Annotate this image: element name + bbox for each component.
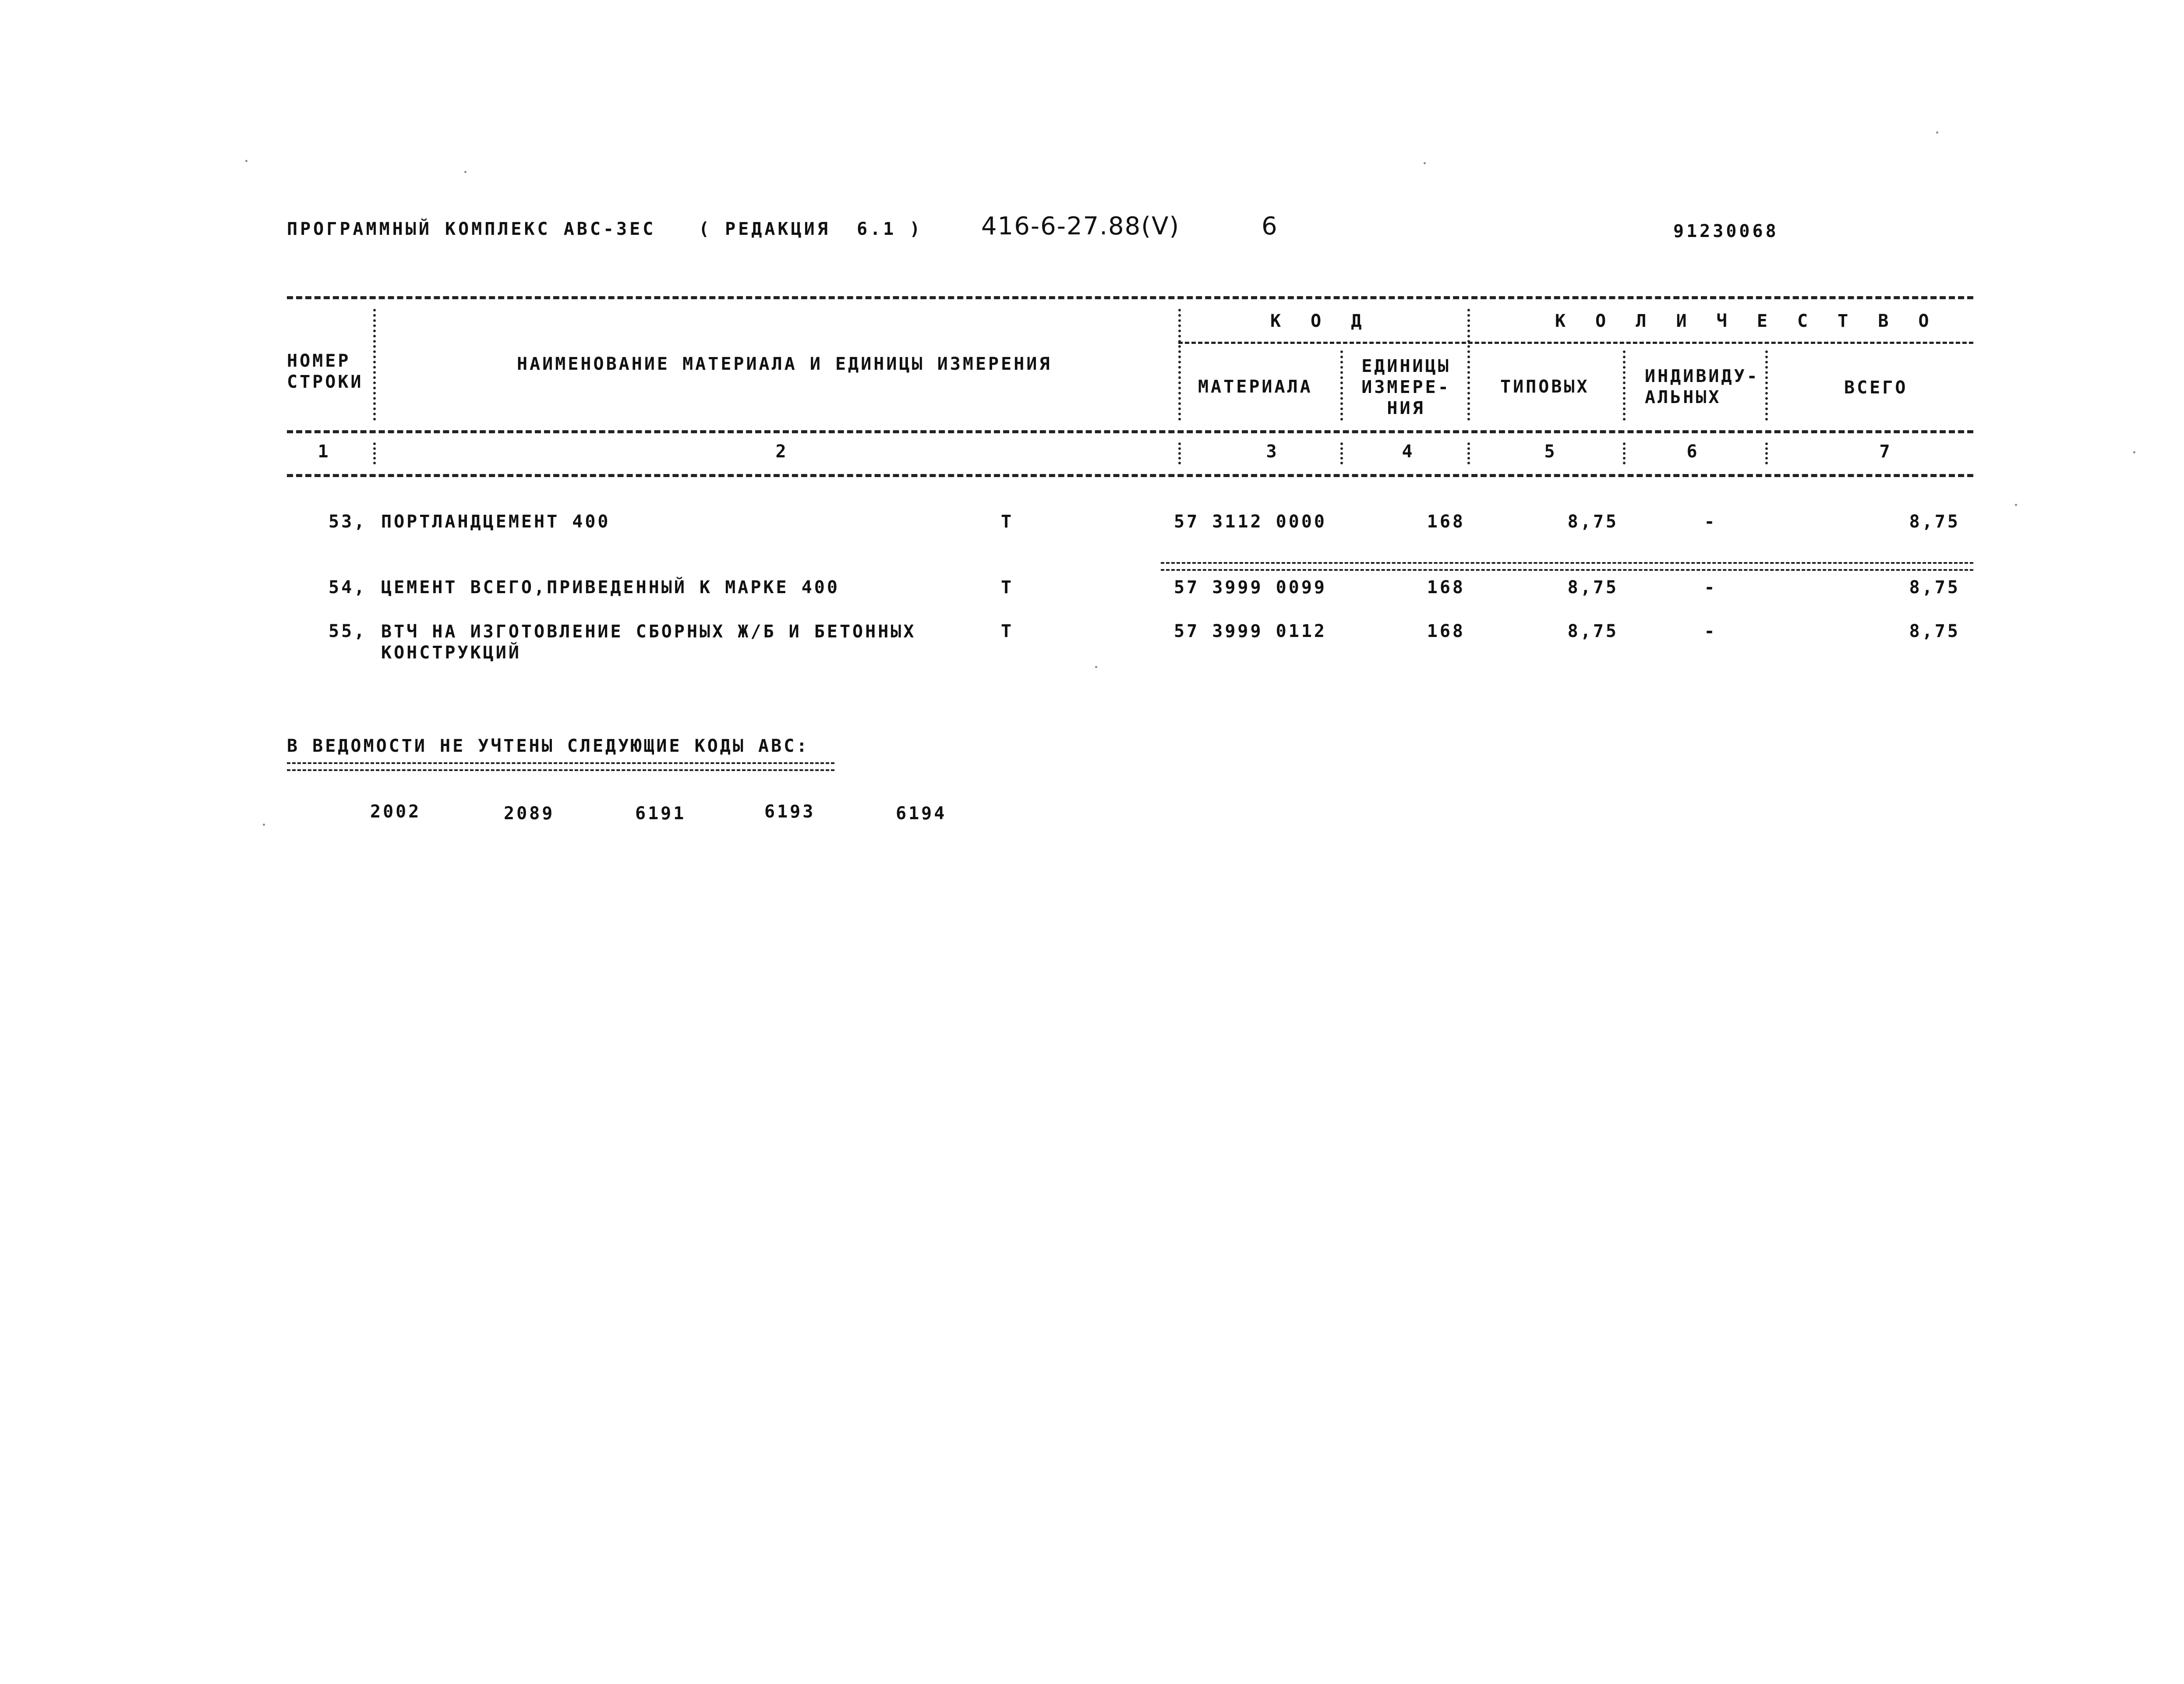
col-number: 2: [775, 442, 788, 462]
total-quantity: 8,75: [1909, 621, 1960, 641]
col-sep-6: [1765, 350, 1768, 421]
col-number: 3: [1266, 442, 1279, 462]
page-number: 6: [1262, 212, 1278, 241]
material-code-header: МАТЕРИАЛА: [1198, 377, 1313, 397]
individual-header: ИНДИВИДУ- АЛЬНЫХ: [1645, 366, 1760, 407]
col-number: 4: [1402, 442, 1415, 462]
material-name: ПОРТЛАНДЦЕМЕНТ 400: [381, 512, 611, 532]
program-title: ПРОГРАММНЫЙ КОМПЛЕКС АВС-3ЕС: [287, 219, 656, 239]
unit-code: 168: [1427, 577, 1465, 598]
excluded-code: 6193: [764, 802, 816, 822]
excluded-code: 2089: [504, 803, 555, 824]
scan-speck: [1095, 666, 1097, 668]
row-number: 53,: [329, 512, 367, 532]
unit-code: 168: [1427, 512, 1465, 532]
typical-quantity: 8,75: [1567, 577, 1619, 598]
col-sep-code-qty: [1467, 309, 1470, 421]
individual-quantity: -: [1704, 577, 1717, 598]
scan-speck: [263, 824, 265, 826]
note-underline: [287, 762, 834, 771]
excluded-code: 2002: [370, 802, 421, 822]
scan-speck: [2133, 451, 2135, 453]
unit-code-header: ЕДИНИЦЫ ИЗМЕРЕ- НИЯ: [1361, 356, 1451, 418]
col-number: 1: [318, 442, 331, 462]
individual-quantity: -: [1704, 621, 1717, 641]
col-sep-2: [1178, 309, 1181, 421]
unit-label: Т: [1001, 621, 1014, 641]
total-header: ВСЕГО: [1844, 378, 1908, 398]
unit-label: Т: [1001, 512, 1014, 532]
excluded-codes-note: В ВЕДОМОСТИ НЕ УЧТЕНЫ СЛЕДУЮЩИЕ КОДЫ АВС:: [287, 736, 809, 756]
scan-speck: [1936, 131, 1938, 134]
excluded-code: 6194: [896, 803, 947, 824]
unit-label: Т: [1001, 577, 1014, 598]
row-number-header: НОМЕР СТРОКИ: [287, 351, 364, 392]
col-sep-1: [373, 309, 376, 421]
quantity-group-header: К О Л И Ч Е С Т В О: [1555, 311, 1939, 331]
unit-code: 168: [1427, 621, 1465, 641]
total-quantity: 8,75: [1909, 512, 1960, 532]
material-name: ЦЕМЕНТ ВСЕГО,ПРИВЕДЕННЫЙ К МАРКЕ 400: [381, 577, 840, 598]
col-number: 5: [1544, 442, 1557, 462]
col-sep-3: [1340, 350, 1343, 421]
document-number: 91230068: [1673, 221, 1779, 241]
header-bottom-rule: [287, 430, 1973, 433]
material-code: 57 3999 0099: [1174, 577, 1327, 598]
colnum-sep: [1623, 442, 1626, 464]
material-code: 57 3112 0000: [1174, 512, 1327, 532]
scan-speck: [464, 171, 466, 173]
column-numbers-rule: [287, 474, 1973, 477]
group-separator: [1161, 562, 1973, 571]
group-header-rule: [1178, 342, 1973, 344]
typical-quantity: 8,75: [1567, 621, 1619, 641]
colnum-sep: [1178, 442, 1181, 464]
scan-speck: [2015, 504, 2017, 506]
row-number: 55,: [329, 621, 367, 641]
material-name: ВТЧ НА ИЗГОТОВЛЕНИЕ СБОРНЫХ Ж/Б И БЕТОННЫХ КОНСТРУКЦИЙ: [381, 622, 916, 663]
colnum-sep: [1467, 442, 1470, 464]
edition-label: ( РЕДАКЦИЯ 6.1 ): [699, 219, 923, 239]
total-quantity: 8,75: [1909, 577, 1960, 598]
scan-speck: [1424, 162, 1426, 164]
scan-speck: [245, 160, 247, 162]
excluded-code: 6191: [635, 803, 686, 824]
material-code: 57 3999 0112: [1174, 621, 1327, 641]
individual-quantity: -: [1704, 512, 1717, 532]
col-number: 6: [1686, 442, 1700, 462]
typical-quantity: 8,75: [1567, 512, 1619, 532]
table-top-rule: [287, 296, 1973, 299]
document-code: 416-6-27.88(V): [981, 212, 1180, 241]
material-name-header: НАИМЕНОВАНИЕ МАТЕРИАЛА И ЕДИНИЦЫ ИЗМЕРЕНИЯ: [517, 354, 1052, 374]
typical-header: ТИПОВЫХ: [1500, 377, 1590, 397]
col-number: 7: [1879, 442, 1892, 462]
colnum-sep: [373, 442, 376, 464]
colnum-sep: [1340, 442, 1343, 464]
code-group-header: К О Д: [1270, 311, 1371, 331]
col-sep-5: [1623, 350, 1626, 421]
colnum-sep: [1765, 442, 1768, 464]
row-number: 54,: [329, 577, 367, 598]
